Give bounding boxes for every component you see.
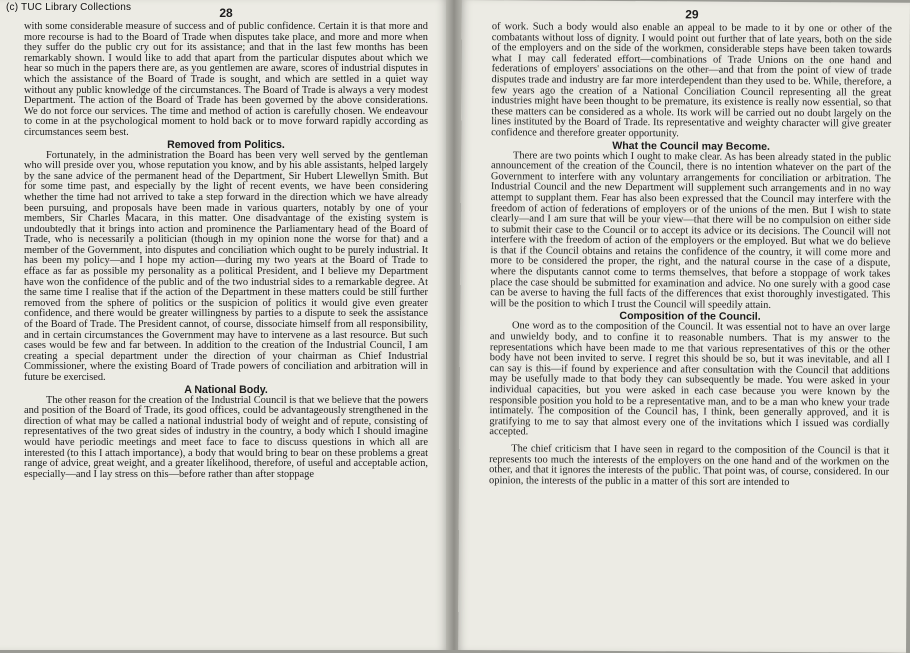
section-heading: A National Body. bbox=[184, 383, 268, 396]
paragraph: There are two points which I ought to make clear. As has been already stated in the public announcement of the creation of the Council, there is no intention whatever on the part of the Government to interfere with any voluntary arrangements for conciliation or arbitration. The Industrial Council and the new Department will supplement such arrangements and in no way attempt to supplant them. Fear has also been expressed that the Council may interfere with the freedom of action of federations of employers or of the unions of the men. But I wish to state clearly—and I am sure that will be your view—that there will be no compulsion on either side to submit their case to the Council or to accept its advice or its decisions. The Council will not interfere with the freedom of action of the employers or the employed. But what we do believe is that if the Council obtains and retains the confidence of the country, it will come more and more to be considered the proper, the right, and the natural course in the case of a dispute, where the disputants cannot come to terms themselves, that before a stoppage of work takes place the case should be submitted for examination and advice. No one surely with a good case can be averse to having the full facts of the differences that exist thoroughly investigated. This will be the position to which I trust the Council will speedily attain. bbox=[490, 149, 892, 311]
section-heading: Composition of the Council. bbox=[619, 310, 761, 324]
paragraph: The other reason for the creation of the Industrial Council is that we believe that the powers and position of the Board of Trade, its good offices, could be advantageously strengthened in the direction of what may be called a national industrial body of weight and of repute, consisting of representatives of the two great sides of industry in the country, a body which I should imagine would have periodic meetings and meet face to face to discuss questions in which all are interested (to this I attach importance), a body that would bring to bear on these problems a great range of advice, great weight, and a greater likelihood, therefore, of useful and acceptable action, especially—and I lay stress on this—before rather than after stoppage bbox=[24, 394, 428, 480]
paragraph: The chief criticism that I have seen in regard to the composition of the Council is that it represents too much the interests of the employers on the one hand and of the workmen on the other, and that it ignores the interests of the public. That point was, of course, considered. In our opinion, the interests of the public in a matter of this sort are intended to bbox=[489, 443, 890, 488]
paragraph: of work. Such a body would also enable an appeal to be made to it by one or other of the combatants without loss of dignity. I would point out further that of late years, both on the side of the employers and on the side of the workmen, considerable steps have been taken towards what I may call federated effort—combinations of Trade Unions on the one hand and federations of employers' associations on the other—and that from the point of view of trade disputes trade and industry are far more interdependent than they used to be. While, therefore, a few years ago the creation of a National Conciliation Council representing all the great industries might have been thought to be premature, its existence is really now essential, so that these matters can be considered as a whole. Its work will be carried out no doubt largely on the lines instituted by the Board of Trade. Its representative and weighty character will give greater confidence and therefore greater opportunity. bbox=[491, 21, 892, 140]
collection-watermark: (c) TUC Library Collections bbox=[6, 2, 132, 13]
section-heading: What the Council may Become. bbox=[612, 139, 771, 153]
left-page bbox=[0, 0, 446, 650]
right-page bbox=[458, 0, 910, 653]
section-heading: Removed from Politics. bbox=[167, 138, 285, 151]
page-number: 28 bbox=[219, 6, 233, 20]
paragraph: with some considerable measure of success and of public confidence. Certain it is that more and more recourse is had to the Board of Trade when disputes take place, and more and more when they suffer do the public cry out for its assistance; and that in the last few months has been remarkably shown. I would like to add that apart from the particular disputes about which we hear so much in the papers there are, as you gentlemen are aware, scores of industrial disputes in which the assistance of the Board of Trade is sought, and which are settled in a quiet way without any public knowledge of the circumstances. The Board of Trade is always a very modest Department. The action of the Board of Trade has been governed by the above considerations. We do not force our services. The time and method of action is carefully chosen. We endeavour to come in at the psychological moment to hold back or to move forward rapidly according as circumstances seem best. bbox=[24, 21, 428, 138]
paragraph: Fortunately, in the administration the Board has been very well served by the gentleman who will preside over you, whose reputation you know, and by his able assistants, helped largely by the sane advice of the permanent head of the Department, Sir Hubert Llewellyn Smith. But for some time past, and especially by the light of recent events, we have been considering whether the time had not arrived to take a step forward in the direction which we have already been pursuing, and proposals have been made in various quarters, notably by one of your members, Sir Charles Macara, in this matter. One disadvantage of the existing system is undoubtedly that it brings into action and prominence the Parliamentary head of the Board of Trade, who is necessarily a politician (though in my opinion none the worse for that) and a member of the Government, into disputes and conciliation which ought to be purely industrial. It has been my policy—and I hope my action—during my two years at the Board of Trade to efface as far as possible my personality as a political President, and I believe my Department have won the confidence of the public and of the two industrial sides to a remarkable degree. At the same time I realise that if the action of the Department in these matters could be still further removed from the sphere of politics or the suspicion of politics it would give even greater confidence, and there would be greater willingness by parties to a dispute to seek the assistance of the Board of Trade. The President cannot, of course, dissociate himself from all responsibility, and in certain circumstances the Government may have to intervene as a last resource. But such cases would be few and far between. In addition to the creation of the Industrial Council, I am creating a special department under the direction of your chairman as Chief Industrial Commissioner, where the existing Board of Trade powers of conciliation and arbitration will in future be exercised. bbox=[24, 149, 428, 383]
paragraph: One word as to the composition of the Council. It was essential not to have an over large and unwieldy body, and to confine it to reasonable numbers. That is my answer to the representations which have been made to me that various representatives of this or the other body have not been invited to serve. I regret this should be so, but it was inevitable, and all I can say is this—if found by experience and after consultation with the Council that additions may be usefully made to that body they can subsequently be made. You were asked in your individual capacities, but you were asked in each case because you were known by the responsible position you hold to be a representative man, and to be a man who knew your trade intimately. The composition of the Council has, I think, been generally approved, and it is gratifying to me to say that almost every one of the invitations which I issued was cordially accepted. bbox=[489, 320, 891, 438]
page-number: 29 bbox=[685, 7, 699, 22]
